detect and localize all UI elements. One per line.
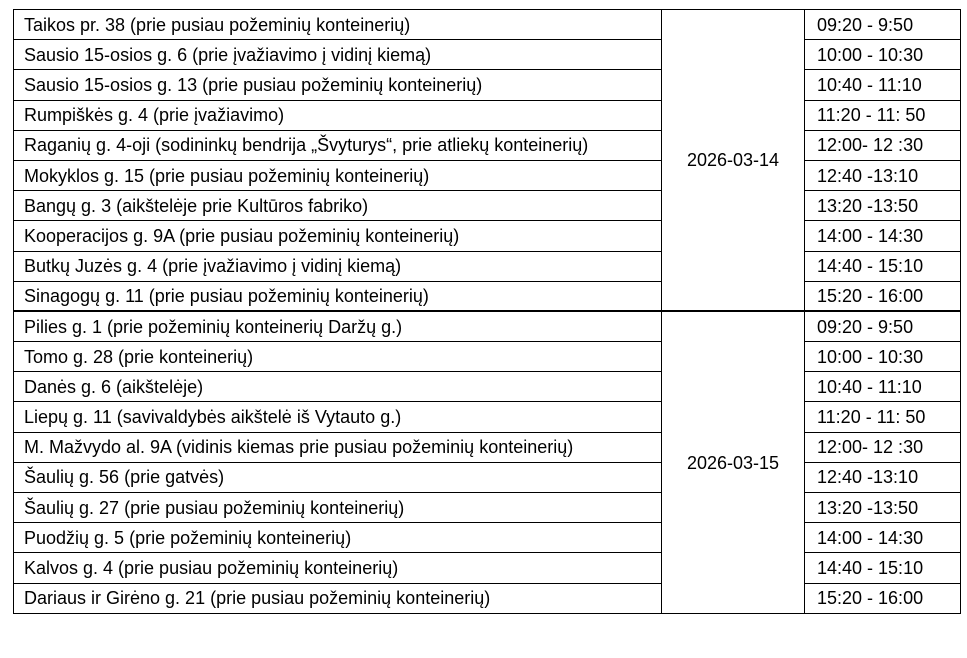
address-cell: Raganių g. 4-oji (sodininkų bendrija „Švyturys“, prie atliekų konteinerių) <box>14 130 662 160</box>
time-cell: 11:20 - 11: 50 <box>805 100 961 130</box>
time-cell: 15:20 - 16:00 <box>805 583 961 613</box>
address-cell: Kooperacijos g. 9A (prie pusiau požeminių konteinerių) <box>14 221 662 251</box>
address-cell: Rumpiškės g. 4 (prie įvažiavimo) <box>14 100 662 130</box>
time-cell: 14:40 - 15:10 <box>805 251 961 281</box>
table-row <box>14 432 961 462</box>
time-cell: 10:40 - 11:10 <box>805 70 961 100</box>
address-cell: Pilies g. 1 (prie požeminių konteinerių Daržų g.) <box>14 311 662 341</box>
address-cell: Butkų Juzės g. 4 (prie įvažiavimo į vidinį kiemą) <box>14 251 662 281</box>
time-cell: 14:40 - 15:10 <box>805 553 961 583</box>
schedule-body <box>14 10 961 614</box>
address-cell: Sinagogų g. 11 (prie pusiau požeminių konteinerių) <box>14 281 662 311</box>
address-cell: Danės g. 6 (aikštelėje) <box>14 372 662 402</box>
time-cell: 12:00- 12 :30 <box>805 432 961 462</box>
table-row <box>14 372 961 402</box>
address-cell: Tomo g. 28 (prie konteinerių) <box>14 342 662 372</box>
table-row <box>14 583 961 613</box>
time-cell: 10:40 - 11:10 <box>805 372 961 402</box>
table-row <box>14 40 961 70</box>
table-row <box>14 553 961 583</box>
table-row <box>14 523 961 553</box>
time-cell: 10:00 - 10:30 <box>805 40 961 70</box>
table-row <box>14 70 961 100</box>
time-cell: 12:40 -13:10 <box>805 160 961 190</box>
address-cell: Puodžių g. 5 (prie požeminių konteinerių) <box>14 523 662 553</box>
table-row <box>14 462 961 492</box>
table-row <box>14 100 961 130</box>
address-cell: Šaulių g. 27 (prie pusiau požeminių konteinerių) <box>14 493 662 523</box>
date-cell: 2026-03-14 <box>662 10 805 312</box>
table-row <box>14 10 961 40</box>
table-row <box>14 281 961 311</box>
date-cell: 2026-03-15 <box>662 311 805 613</box>
table-row <box>14 251 961 281</box>
table-row <box>14 160 961 190</box>
address-cell: Taikos pr. 38 (prie pusiau požeminių konteinerių) <box>14 10 662 40</box>
table-row <box>14 191 961 221</box>
time-cell: 09:20 - 9:50 <box>805 311 961 341</box>
address-cell: Sausio 15-osios g. 6 (prie įvažiavimo į vidinį kiemą) <box>14 40 662 70</box>
table-row <box>14 311 961 341</box>
address-cell: Kalvos g. 4 (prie pusiau požeminių konteinerių) <box>14 553 662 583</box>
address-cell: Dariaus ir Girėno g. 21 (prie pusiau požeminių konteinerių) <box>14 583 662 613</box>
time-cell: 11:20 - 11: 50 <box>805 402 961 432</box>
address-cell: Liepų g. 11 (savivaldybės aikštelė iš Vytauto g.) <box>14 402 662 432</box>
time-cell: 15:20 - 16:00 <box>805 281 961 311</box>
collection-schedule-table <box>13 9 961 614</box>
table-row <box>14 493 961 523</box>
time-cell: 14:00 - 14:30 <box>805 523 961 553</box>
time-cell: 12:40 -13:10 <box>805 462 961 492</box>
address-cell: Sausio 15-osios g. 13 (prie pusiau požeminių konteinerių) <box>14 70 662 100</box>
table-row <box>14 402 961 432</box>
table-row <box>14 130 961 160</box>
time-cell: 14:00 - 14:30 <box>805 221 961 251</box>
address-cell: Mokyklos g. 15 (prie pusiau požeminių konteinerių) <box>14 160 662 190</box>
time-cell: 09:20 - 9:50 <box>805 10 961 40</box>
time-cell: 13:20 -13:50 <box>805 493 961 523</box>
address-cell: M. Mažvydo al. 9A (vidinis kiemas prie pusiau požeminių konteinerių) <box>14 432 662 462</box>
address-cell: Šaulių g. 56 (prie gatvės) <box>14 462 662 492</box>
table-row <box>14 221 961 251</box>
time-cell: 12:00- 12 :30 <box>805 130 961 160</box>
time-cell: 10:00 - 10:30 <box>805 342 961 372</box>
address-cell: Bangų g. 3 (aikštelėje prie Kultūros fabriko) <box>14 191 662 221</box>
time-cell: 13:20 -13:50 <box>805 191 961 221</box>
table-row <box>14 342 961 372</box>
